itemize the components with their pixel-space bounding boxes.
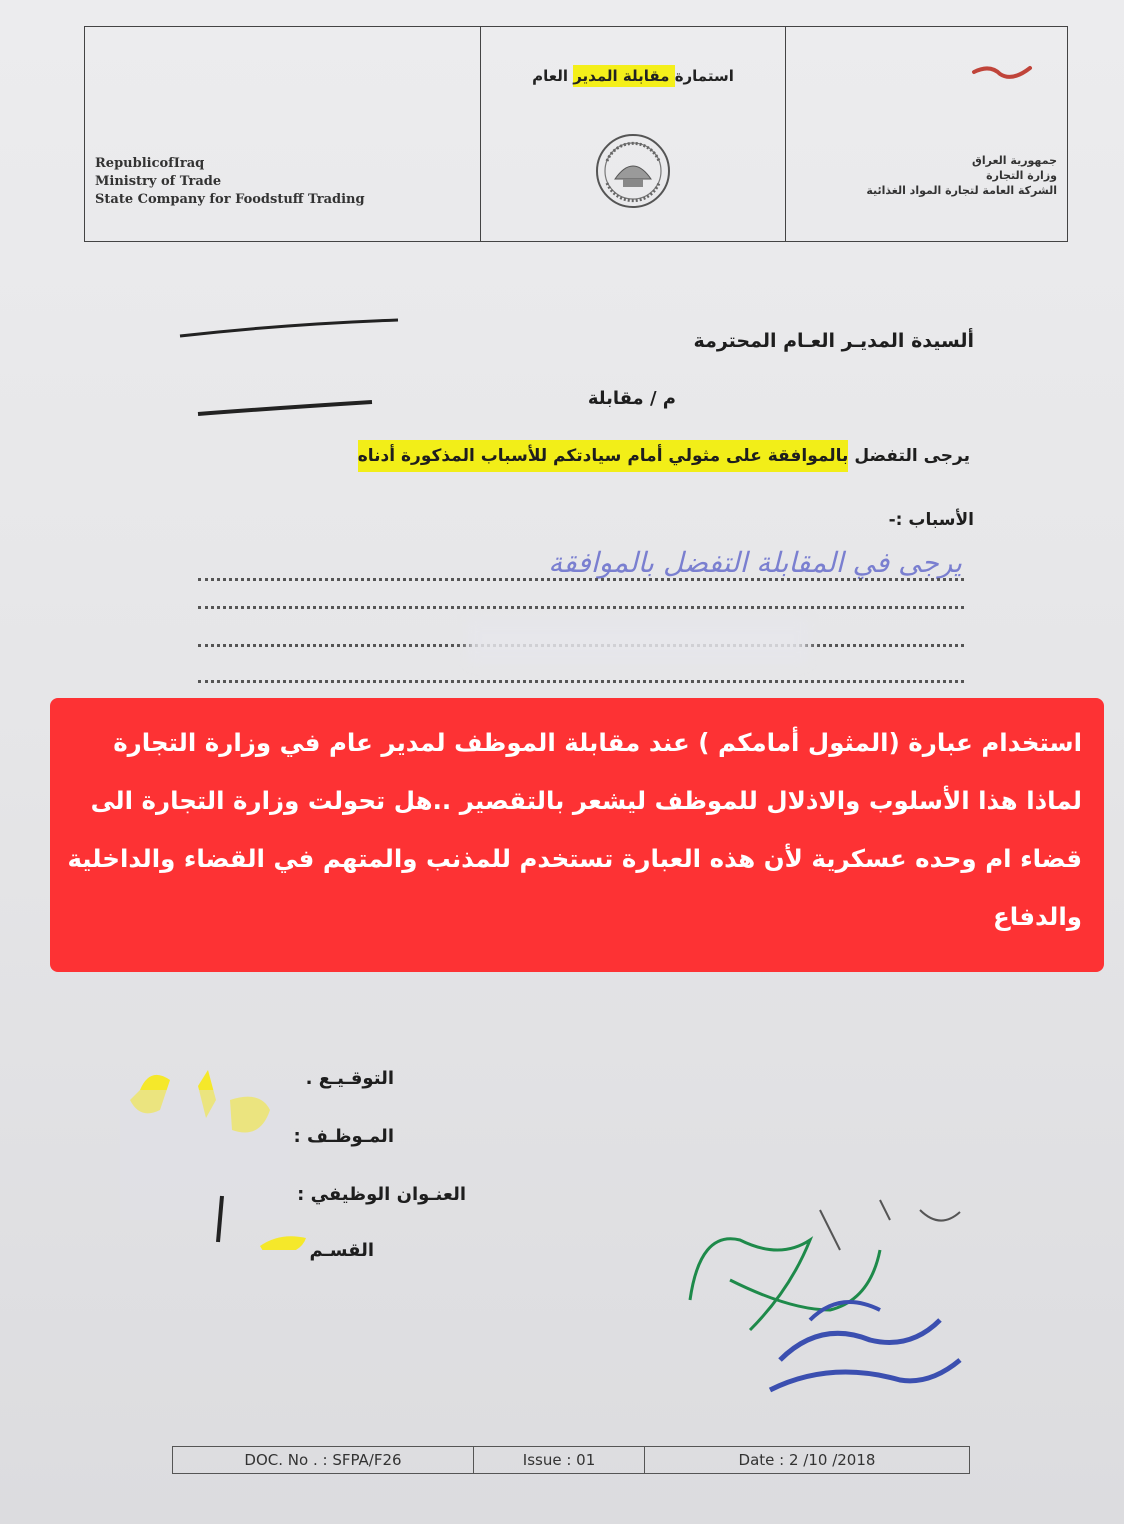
form-title-highlight: مقابلة المدير	[573, 67, 675, 85]
issue-number: Issue : 01	[474, 1447, 645, 1473]
arabic-republic-line: جمهورية العراق	[972, 154, 1057, 167]
addressee-line: ألسيدة المديـر العـام المحترمة	[693, 330, 974, 352]
department-field-label: القسـم	[309, 1240, 374, 1261]
yellow-redaction-marks	[110, 1060, 310, 1250]
issue-date: Date : 2 /10 /2018	[738, 1451, 876, 1469]
signature-field-label: التوقـيـع .	[305, 1068, 394, 1089]
blue-stamp-icon	[770, 1302, 960, 1390]
subject-line: م / مقابلة	[587, 388, 676, 409]
english-letterhead-text	[95, 155, 365, 209]
signature-and-stamp	[670, 1190, 990, 1420]
document-info-footer	[172, 1446, 970, 1474]
reason-dotted-line-4	[198, 680, 964, 683]
reasons-label: الأسباب :-	[888, 510, 974, 530]
arabic-letterhead-text	[866, 153, 1057, 198]
request-highlight: بالموافقة على مثولي أمام سيادتكم للأسباب المذكورة أدناه	[358, 440, 849, 472]
red-scribble-mark	[970, 58, 1040, 88]
letterhead-english-cell	[85, 27, 481, 241]
commentary-banner	[50, 698, 1104, 972]
employee-field-label: المـوظـف :	[293, 1126, 394, 1147]
republic-line: RepublicofIraq	[95, 156, 205, 171]
company-line: State Company for Foodstuff Trading	[95, 192, 365, 207]
pen-strokes	[176, 314, 406, 434]
doc-number: DOC. No . : SFPA/F26	[173, 1447, 474, 1473]
arabic-company-line: الشركة العامة لتجارة المواد الغذائية	[866, 184, 1057, 197]
request-line: يرجى التفضل بالموافقة على مثولي أمام سيادتكم للأسباب المذكورة أدناه	[358, 446, 970, 466]
reason-dotted-line-2	[198, 606, 964, 609]
arabic-ministry-line: وزارة التجارة	[986, 169, 1057, 182]
banner-text: استخدام عبارة (المثول أمامكم ) عند مقابلة الموظف لمدير عام في وزارة التجارة لماذا هذا الأسلوب والاذلال للموظف ليشعر بالتقصير ..هل تحولت وزارة التجارة الى قضاء ام وحده عسكرية لأن هذه العبارة تستخدم للمذنب والمتهم في القضاء والداخلية والدفاع	[67, 728, 1082, 931]
ministry-line: Ministry of Trade	[95, 174, 222, 189]
form-title: استمارة مقابلة المدير العام	[532, 67, 734, 85]
handwritten-reason: يرجى في المقابلة التفضل بالموافقة	[548, 546, 962, 579]
company-emblem-icon	[593, 131, 673, 211]
job-title-field-label: العنـوان الوظيفي :	[297, 1184, 466, 1205]
reason-dotted-line-1	[198, 578, 964, 581]
redacted-area	[468, 620, 808, 664]
letterhead-title-cell	[481, 27, 786, 241]
letterhead	[84, 26, 1068, 242]
